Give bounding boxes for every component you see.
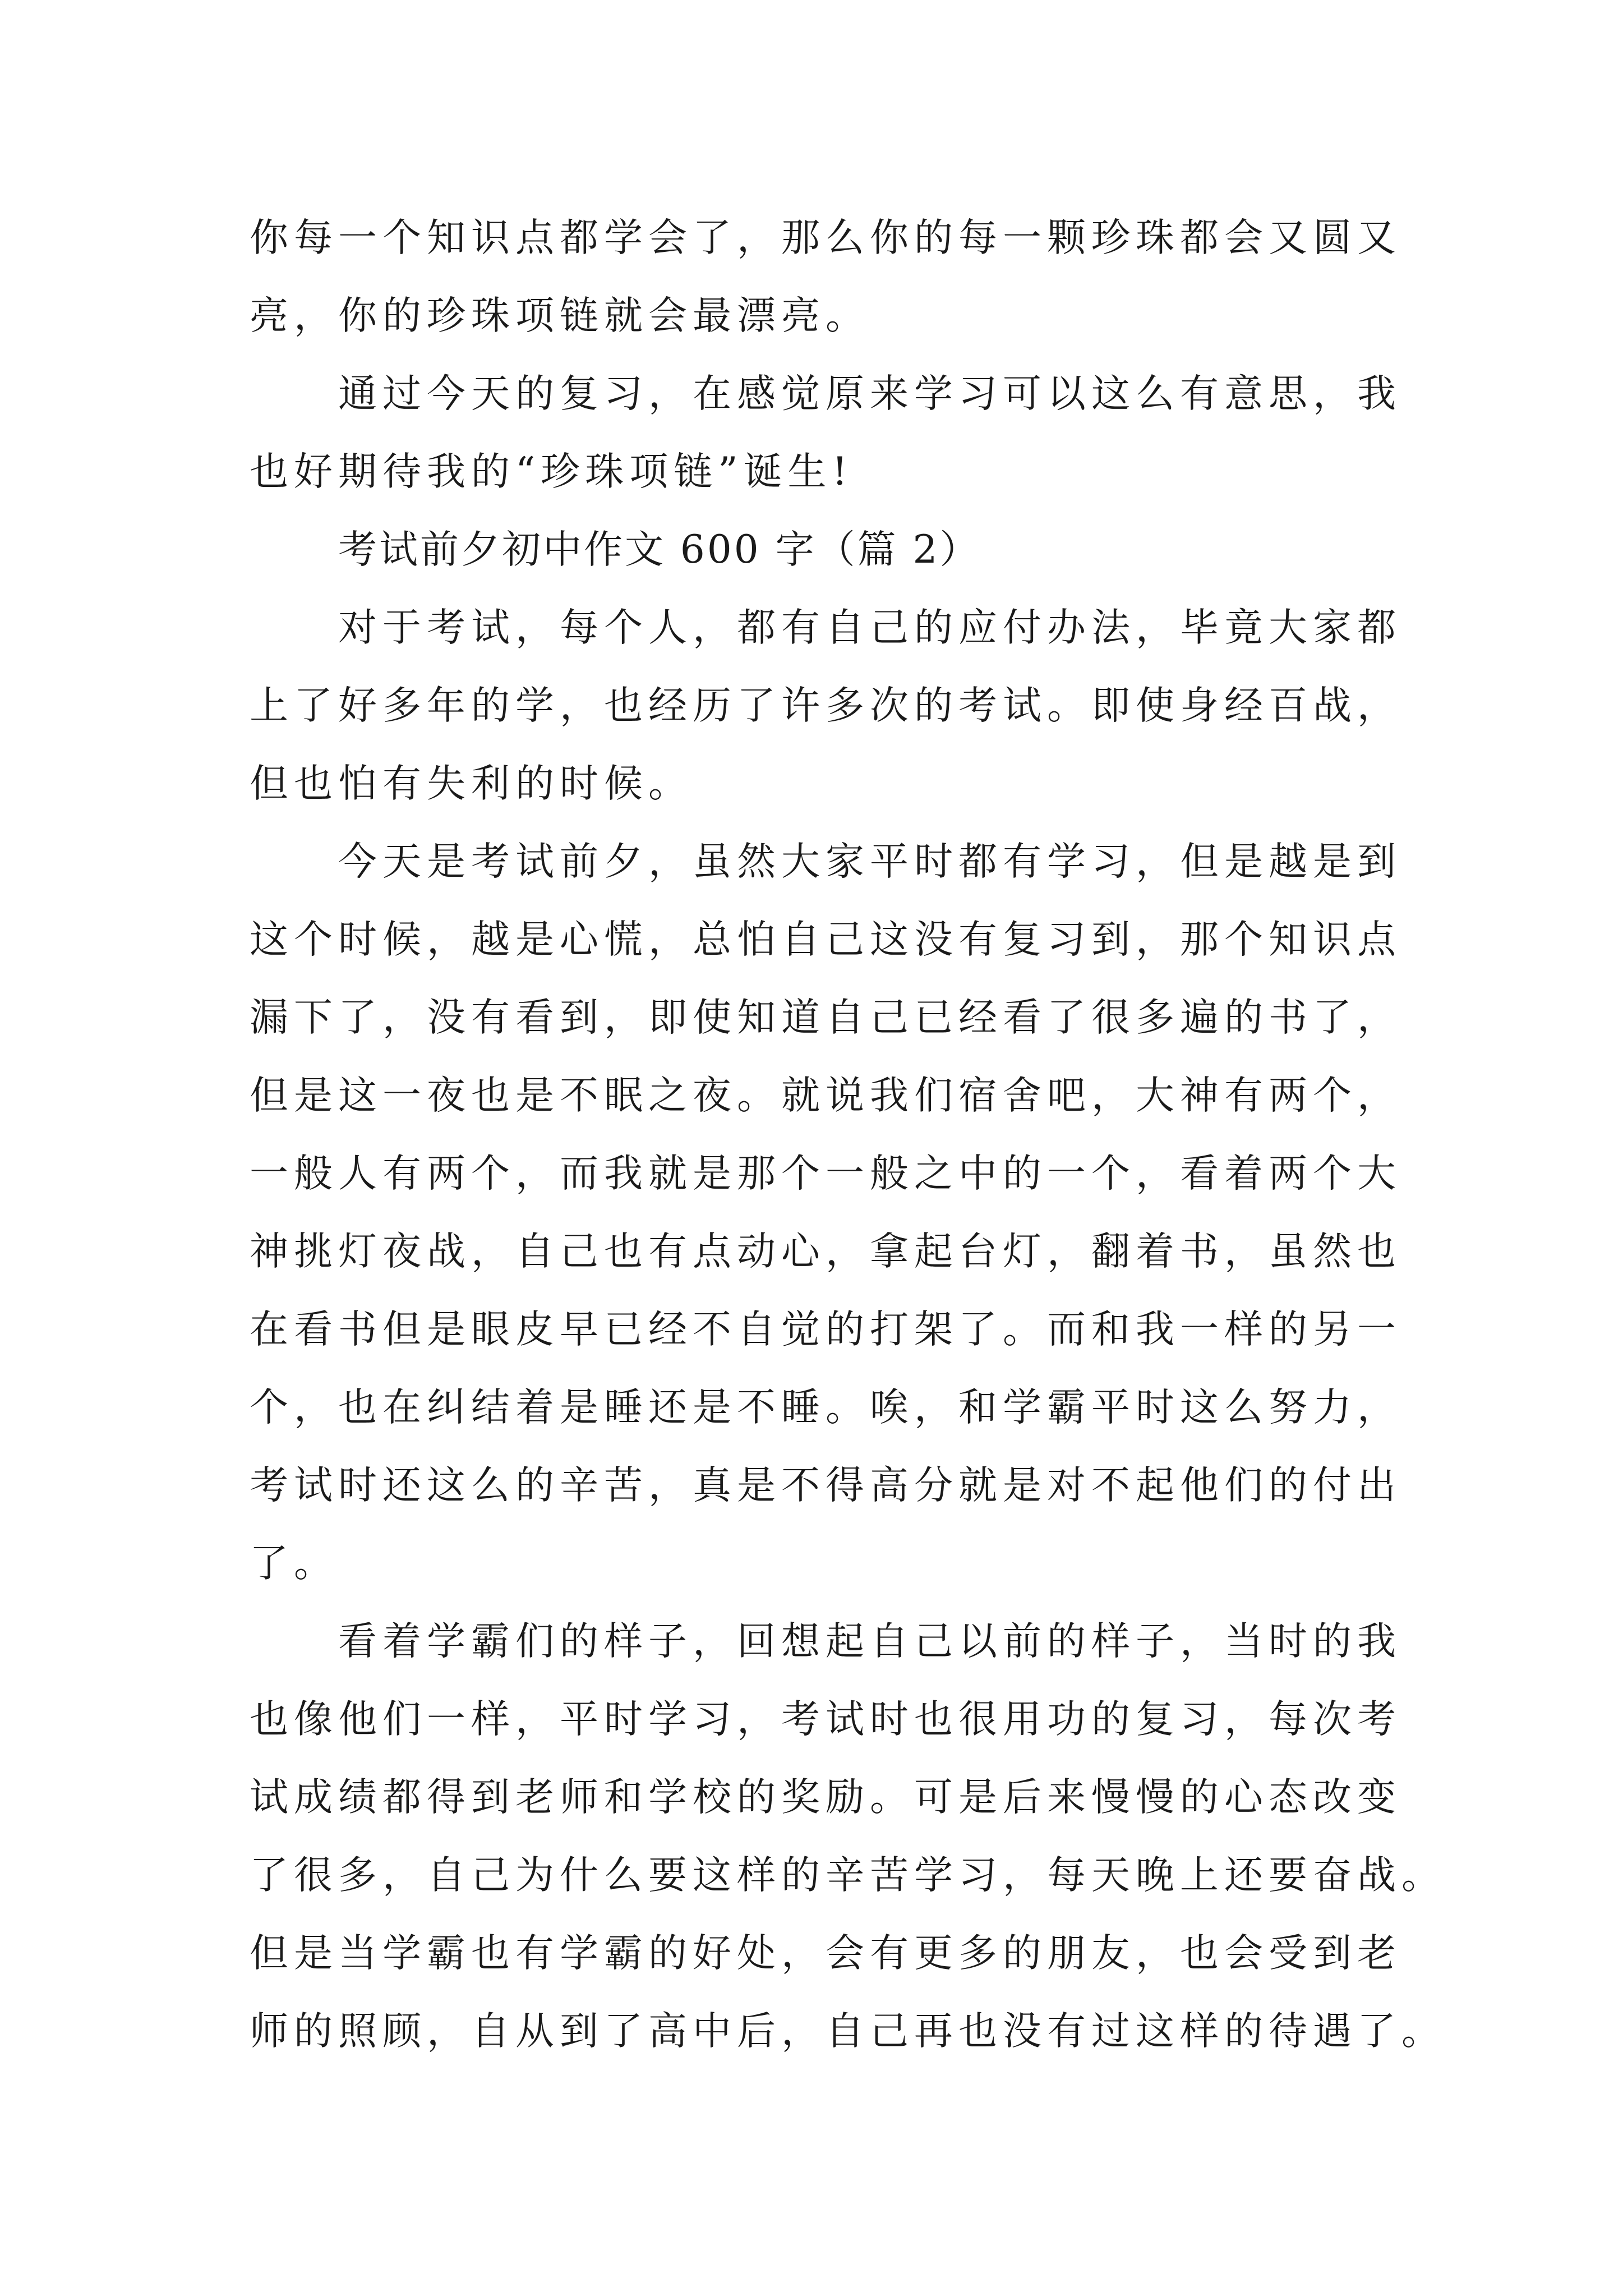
text-line: 亮，你的珍珠项链就会最漂亮。 (250, 293, 870, 338)
text-line: 试成绩都得到老师和学校的奖励。可是后来慢慢的心态改变 (250, 1775, 1401, 1820)
paragraph-start-line: 看着学霸们的样子，回想起自己以前的样子，当时的我 (338, 1619, 1401, 1664)
text-line: 但也怕有失利的时候。 (250, 761, 693, 806)
text-line: 在看书但是眼皮早已经不自觉的打架了。而和我一样的另一 (250, 1307, 1401, 1352)
text-line: 师的照顾，自从到了高中后，自己再也没有过这样的待遇了。 (250, 2009, 1446, 2054)
text-line: 了。 (250, 1541, 338, 1586)
text-line: 考试时还这么的辛苦，真是不得高分就是对不起他们的付出 (250, 1463, 1401, 1508)
text-line: 漏下了，没有看到，即使知道自己已经看了很多遍的书了， (250, 995, 1401, 1040)
text-line: 但是当学霸也有学霸的好处，会有更多的朋友，也会受到老 (250, 1931, 1401, 1976)
text-line: 也像他们一样，平时学习，考试时也很用功的复习，每次考 (250, 1697, 1401, 1742)
text-line: 个，也在纠结着是睡还是不睡。唉，和学霸平时这么努力， (250, 1385, 1401, 1430)
text-line: 神挑灯夜战，自己也有点动心，拿起台灯，翻着书，虽然也 (250, 1229, 1401, 1274)
text-line: 了很多，自己为什么要这样的辛苦学习，每天晚上还要奋战。 (250, 1853, 1446, 1898)
paragraph-start-line: 对于考试，每个人，都有自己的应付办法，毕竟大家都 (338, 605, 1401, 650)
essay-body (250, 199, 1446, 2070)
text-line: 也好期待我的“珍珠项链”诞生! (250, 449, 854, 494)
text-line: 上了好多年的学，也经历了许多次的考试。即使身经百战， (250, 683, 1401, 728)
paragraph-start-line: 今天是考试前夕，虽然大家平时都有学习，但是越是到 (338, 839, 1401, 884)
text-line: 但是这一夜也是不眠之夜。就说我们宿舍吧，大神有两个， (250, 1073, 1401, 1118)
paragraph-start-line: 通过今天的复习，在感觉原来学习可以这么有意思，我 (338, 371, 1401, 416)
text-line: 你每一个知识点都学会了，那么你的每一颗珍珠都会又圆又 (250, 215, 1401, 260)
section-heading: 考试前夕初中作文 600 字（篇 2） (338, 527, 981, 572)
text-line: 这个时候，越是心慌，总怕自己这没有复习到，那个知识点 (250, 917, 1401, 962)
text-line: 一般人有两个，而我就是那个一般之中的一个，看着两个大 (250, 1151, 1401, 1196)
